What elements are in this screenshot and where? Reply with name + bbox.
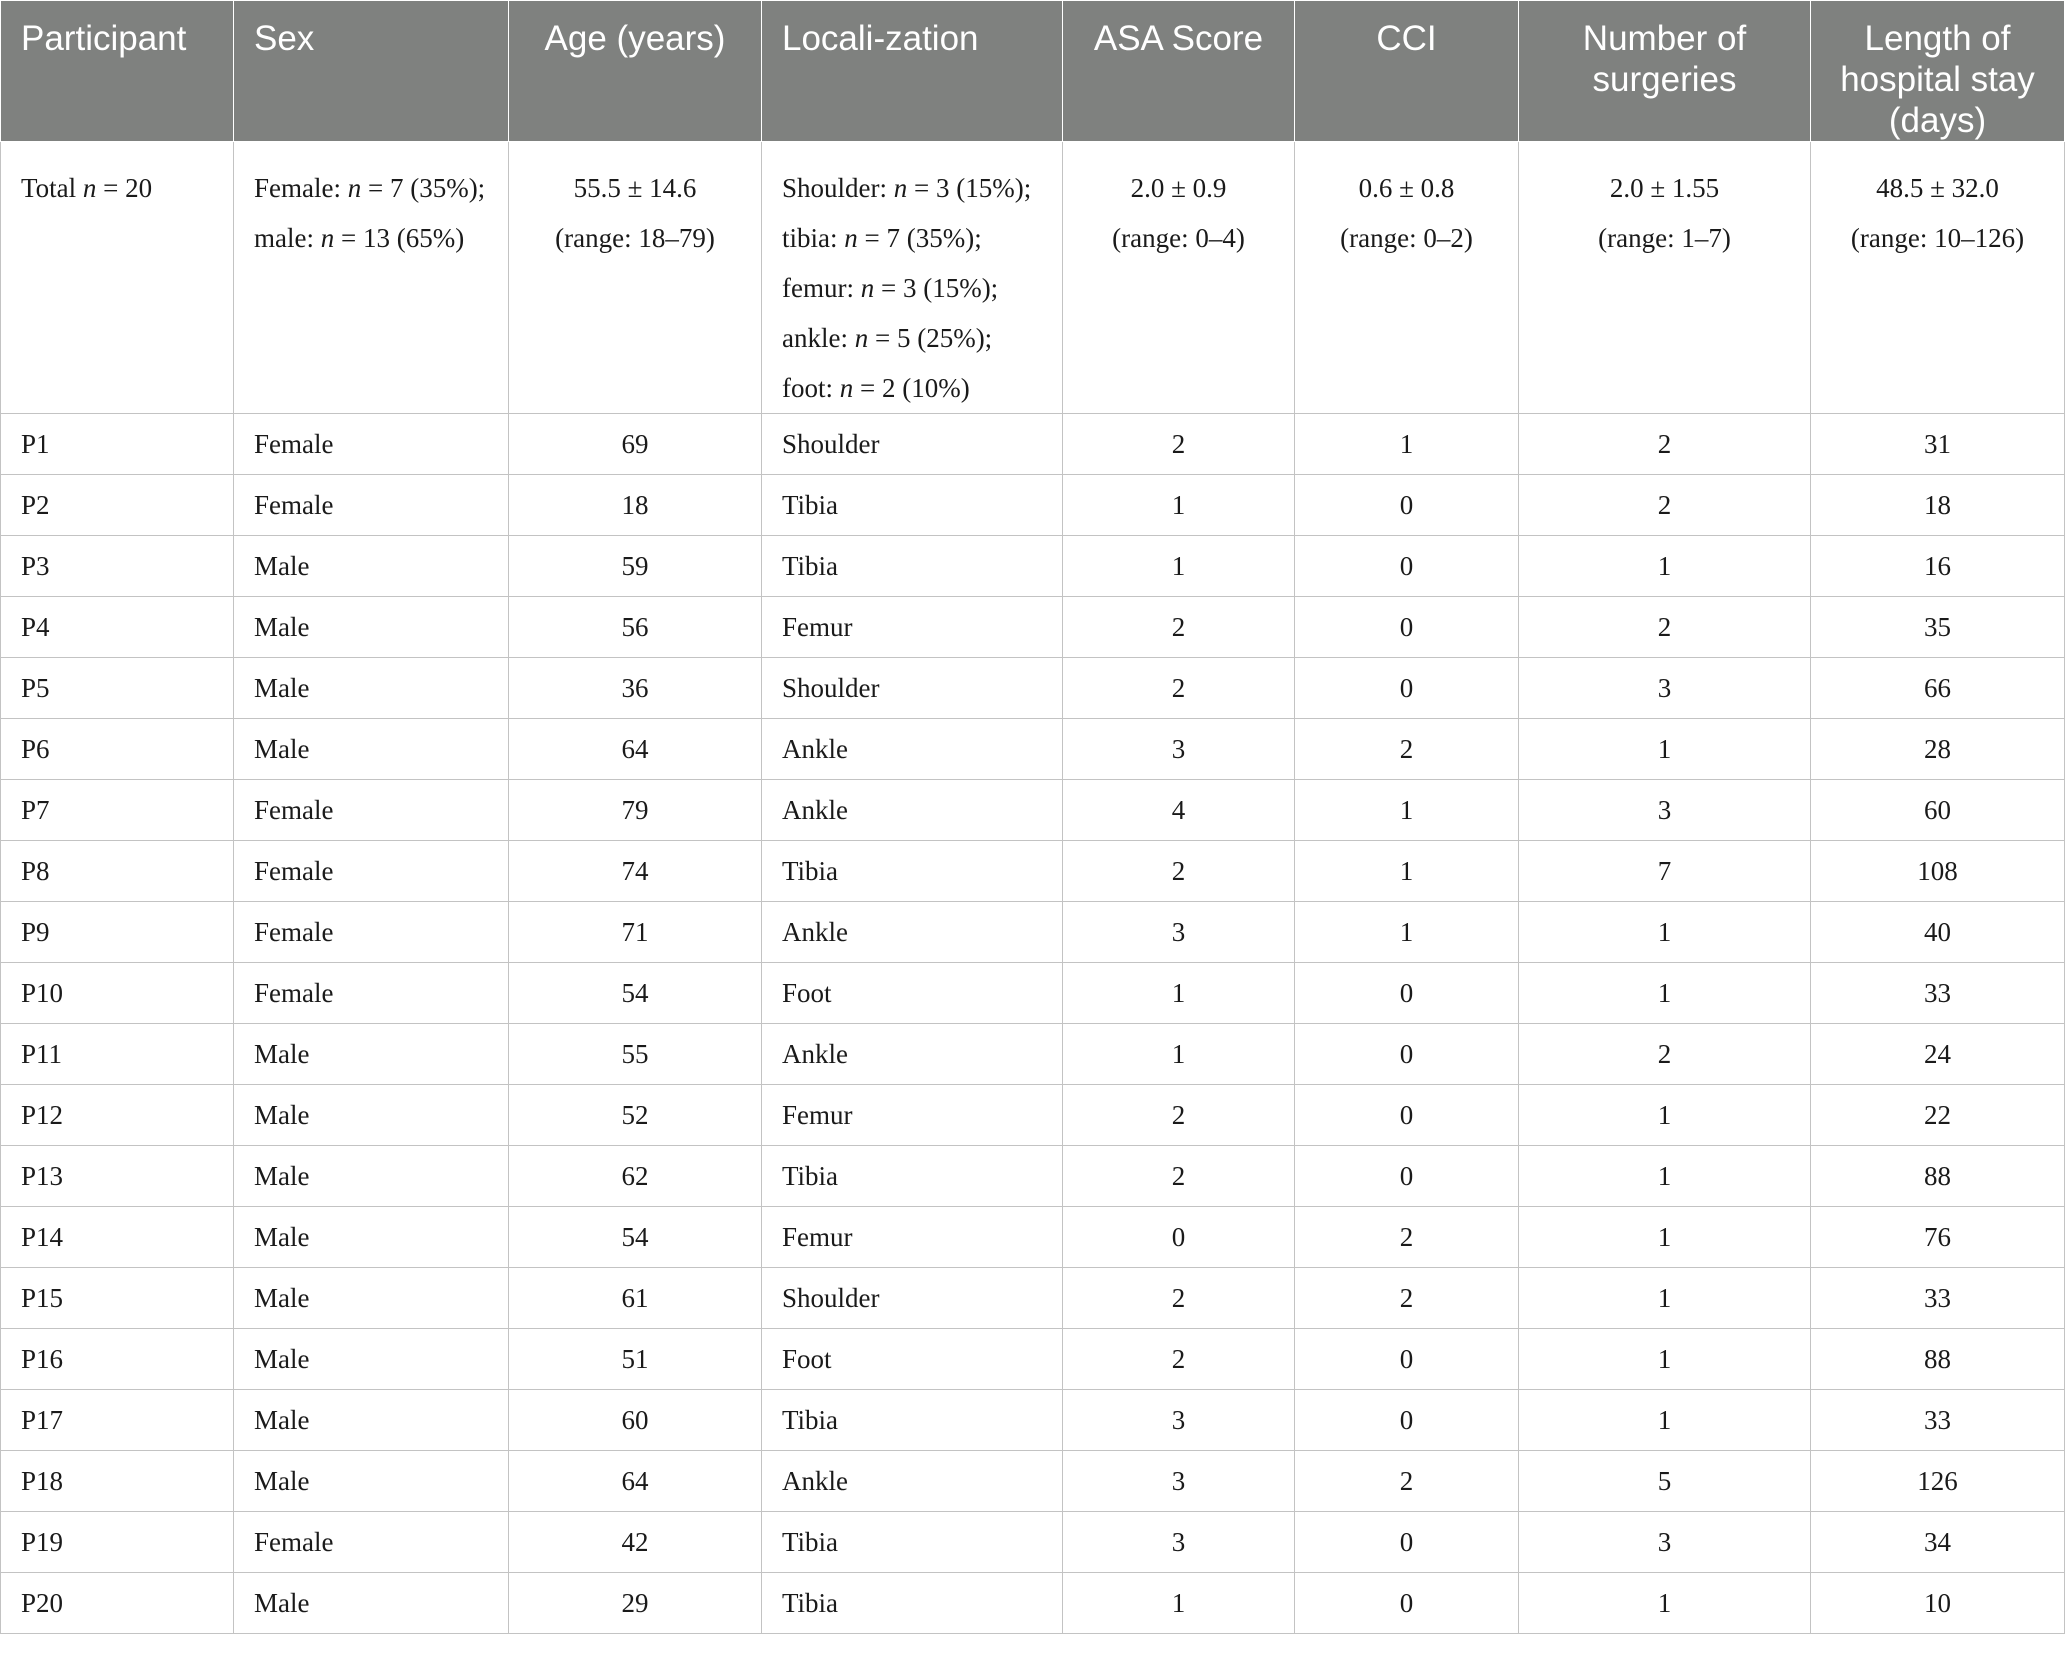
cell-stay: 76 xyxy=(1811,1207,2065,1268)
table-row xyxy=(1,963,2065,1024)
cell-surgeries: 1 xyxy=(1519,536,1811,597)
cell-age: 36 xyxy=(509,658,762,719)
cell-sex: Male xyxy=(234,1085,509,1146)
cell-surgeries: 3 xyxy=(1519,1512,1811,1573)
table-header xyxy=(1,1,2065,142)
table-row xyxy=(1,780,2065,841)
cell-surgeries: 1 xyxy=(1519,1085,1811,1146)
summary-cell-sex xyxy=(234,142,509,414)
cell-age: 55 xyxy=(509,1024,762,1085)
cell-participant: P4 xyxy=(1,597,234,658)
summary-line: 2.0 ± 1.55 xyxy=(1609,173,1720,203)
summary-line: Female: n = 7 (35%); xyxy=(254,173,486,203)
table-row xyxy=(1,1146,2065,1207)
cell-stay: 10 xyxy=(1811,1573,2065,1634)
cell-stay: 88 xyxy=(1811,1329,2065,1390)
table-body xyxy=(1,142,2065,1634)
cell-age: 60 xyxy=(509,1390,762,1451)
cell-stay: 31 xyxy=(1811,414,2065,475)
cell-participant: P20 xyxy=(1,1573,234,1634)
summary-line: foot: n = 2 (10%) xyxy=(782,373,970,403)
summary-cell-age xyxy=(509,142,762,414)
summary-cell-participant xyxy=(1,142,234,414)
table-row xyxy=(1,1268,2065,1329)
cell-localization: Ankle xyxy=(762,1451,1063,1512)
cell-cci: 0 xyxy=(1295,658,1519,719)
summary-line: (range: 0–4) xyxy=(1112,223,1245,253)
cell-age: 64 xyxy=(509,719,762,780)
cell-surgeries: 1 xyxy=(1519,1573,1811,1634)
summary-cell-cci xyxy=(1295,142,1519,414)
cell-age: 59 xyxy=(509,536,762,597)
cell-age: 18 xyxy=(509,475,762,536)
cell-age: 42 xyxy=(509,1512,762,1573)
cell-cci: 0 xyxy=(1295,1146,1519,1207)
cell-localization: Ankle xyxy=(762,1024,1063,1085)
summary-line: (range: 1–7) xyxy=(1598,223,1731,253)
cell-sex: Male xyxy=(234,1146,509,1207)
cell-localization: Ankle xyxy=(762,902,1063,963)
table-row xyxy=(1,1085,2065,1146)
cell-asa: 2 xyxy=(1063,1146,1295,1207)
cell-participant: P1 xyxy=(1,414,234,475)
summary-line: 2.0 ± 0.9 xyxy=(1130,173,1227,203)
cell-cci: 2 xyxy=(1295,1268,1519,1329)
cell-cci: 2 xyxy=(1295,1451,1519,1512)
cell-stay: 28 xyxy=(1811,719,2065,780)
summary-line: 48.5 ± 32.0 xyxy=(1876,173,1999,203)
summary-cell-localization xyxy=(762,142,1063,414)
cell-stay: 33 xyxy=(1811,1390,2065,1451)
summary-line: Total n = 20 xyxy=(21,173,153,203)
cell-sex: Male xyxy=(234,1573,509,1634)
cell-stay: 33 xyxy=(1811,963,2065,1024)
cell-participant: P16 xyxy=(1,1329,234,1390)
cell-asa: 1 xyxy=(1063,1024,1295,1085)
cell-sex: Female xyxy=(234,963,509,1024)
cell-stay: 66 xyxy=(1811,658,2065,719)
table-row xyxy=(1,1329,2065,1390)
cell-sex: Male xyxy=(234,719,509,780)
cell-participant: P5 xyxy=(1,658,234,719)
cell-surgeries: 7 xyxy=(1519,841,1811,902)
cell-age: 64 xyxy=(509,1451,762,1512)
cell-localization: Ankle xyxy=(762,780,1063,841)
cell-surgeries: 1 xyxy=(1519,1329,1811,1390)
cell-stay: 108 xyxy=(1811,841,2065,902)
cell-participant: P17 xyxy=(1,1390,234,1451)
summary-cell-surgeries xyxy=(1519,142,1811,414)
cell-asa: 3 xyxy=(1063,1390,1295,1451)
summary-cell-asa xyxy=(1063,142,1295,414)
cell-cci: 2 xyxy=(1295,1207,1519,1268)
cell-cci: 0 xyxy=(1295,1512,1519,1573)
table-row xyxy=(1,536,2065,597)
cell-participant: P9 xyxy=(1,902,234,963)
cell-surgeries: 3 xyxy=(1519,658,1811,719)
cell-localization: Shoulder xyxy=(762,658,1063,719)
summary-line: tibia: n = 7 (35%); xyxy=(782,223,982,253)
column-header-sex: Sex xyxy=(234,1,509,142)
cell-participant: P11 xyxy=(1,1024,234,1085)
column-header-participant: Participant xyxy=(1,1,234,142)
cell-asa: 1 xyxy=(1063,536,1295,597)
cell-asa: 2 xyxy=(1063,1085,1295,1146)
cell-cci: 1 xyxy=(1295,780,1519,841)
cell-surgeries: 2 xyxy=(1519,475,1811,536)
cell-stay: 88 xyxy=(1811,1146,2065,1207)
cell-sex: Female xyxy=(234,902,509,963)
cell-age: 52 xyxy=(509,1085,762,1146)
cell-surgeries: 1 xyxy=(1519,963,1811,1024)
cell-cci: 0 xyxy=(1295,963,1519,1024)
cell-participant: P6 xyxy=(1,719,234,780)
cell-asa: 2 xyxy=(1063,658,1295,719)
header-row xyxy=(1,1,2065,142)
cell-sex: Female xyxy=(234,780,509,841)
summary-line: femur: n = 3 (15%); xyxy=(782,273,999,303)
cell-participant: P7 xyxy=(1,780,234,841)
cell-localization: Shoulder xyxy=(762,414,1063,475)
cell-stay: 24 xyxy=(1811,1024,2065,1085)
cell-asa: 1 xyxy=(1063,475,1295,536)
cell-localization: Tibia xyxy=(762,475,1063,536)
cell-surgeries: 1 xyxy=(1519,1146,1811,1207)
cell-participant: P15 xyxy=(1,1268,234,1329)
cell-localization: Ankle xyxy=(762,719,1063,780)
table-row xyxy=(1,597,2065,658)
table-row xyxy=(1,658,2065,719)
cell-stay: 40 xyxy=(1811,902,2065,963)
cell-cci: 0 xyxy=(1295,1329,1519,1390)
table-row xyxy=(1,1207,2065,1268)
cell-stay: 33 xyxy=(1811,1268,2065,1329)
cell-localization: Tibia xyxy=(762,841,1063,902)
cell-cci: 1 xyxy=(1295,414,1519,475)
cell-age: 51 xyxy=(509,1329,762,1390)
cell-asa: 2 xyxy=(1063,1329,1295,1390)
cell-asa: 3 xyxy=(1063,902,1295,963)
cell-surgeries: 2 xyxy=(1519,597,1811,658)
cell-surgeries: 1 xyxy=(1519,1268,1811,1329)
cell-sex: Male xyxy=(234,1024,509,1085)
cell-localization: Tibia xyxy=(762,1512,1063,1573)
summary-line: 55.5 ± 14.6 xyxy=(573,173,697,203)
table-row xyxy=(1,1024,2065,1085)
cell-participant: P18 xyxy=(1,1451,234,1512)
cell-localization: Femur xyxy=(762,597,1063,658)
cell-localization: Tibia xyxy=(762,1146,1063,1207)
cell-age: 69 xyxy=(509,414,762,475)
cell-age: 62 xyxy=(509,1146,762,1207)
cell-sex: Male xyxy=(234,1329,509,1390)
cell-asa: 3 xyxy=(1063,1512,1295,1573)
cell-participant: P14 xyxy=(1,1207,234,1268)
table-row xyxy=(1,414,2065,475)
column-header-surgeries: Number of surgeries xyxy=(1519,1,1811,142)
cell-asa: 3 xyxy=(1063,719,1295,780)
cell-age: 29 xyxy=(509,1573,762,1634)
cell-localization: Foot xyxy=(762,1329,1063,1390)
table-row xyxy=(1,1451,2065,1512)
cell-asa: 0 xyxy=(1063,1207,1295,1268)
table-row xyxy=(1,902,2065,963)
cell-stay: 126 xyxy=(1811,1451,2065,1512)
summary-line: ankle: n = 5 (25%); xyxy=(782,323,993,353)
cell-localization: Femur xyxy=(762,1085,1063,1146)
cell-stay: 16 xyxy=(1811,536,2065,597)
cell-cci: 0 xyxy=(1295,597,1519,658)
column-header-localization: Locali-zation xyxy=(762,1,1063,142)
cell-localization: Tibia xyxy=(762,1573,1063,1634)
cell-localization: Femur xyxy=(762,1207,1063,1268)
table-row xyxy=(1,841,2065,902)
cell-age: 56 xyxy=(509,597,762,658)
table-row xyxy=(1,719,2065,780)
table-row xyxy=(1,1573,2065,1634)
cell-localization: Tibia xyxy=(762,536,1063,597)
cell-stay: 60 xyxy=(1811,780,2065,841)
cell-stay: 35 xyxy=(1811,597,2065,658)
cell-cci: 0 xyxy=(1295,1085,1519,1146)
table-row xyxy=(1,1390,2065,1451)
cell-participant: P19 xyxy=(1,1512,234,1573)
cell-participant: P2 xyxy=(1,475,234,536)
summary-line: (range: 0–2) xyxy=(1340,223,1473,253)
column-header-cci: CCI xyxy=(1295,1,1519,142)
cell-age: 79 xyxy=(509,780,762,841)
cell-cci: 0 xyxy=(1295,1573,1519,1634)
cell-localization: Shoulder xyxy=(762,1268,1063,1329)
summary-cell-stay xyxy=(1811,142,2065,414)
cell-asa: 4 xyxy=(1063,780,1295,841)
cell-asa: 2 xyxy=(1063,414,1295,475)
column-header-stay: Length of hospital stay (days) xyxy=(1811,1,2065,142)
cell-surgeries: 5 xyxy=(1519,1451,1811,1512)
cell-localization: Tibia xyxy=(762,1390,1063,1451)
cell-surgeries: 2 xyxy=(1519,1024,1811,1085)
cell-asa: 3 xyxy=(1063,1451,1295,1512)
cell-sex: Male xyxy=(234,1207,509,1268)
summary-row xyxy=(1,142,2065,414)
cell-surgeries: 3 xyxy=(1519,780,1811,841)
cell-asa: 1 xyxy=(1063,1573,1295,1634)
cell-sex: Male xyxy=(234,597,509,658)
cell-participant: P3 xyxy=(1,536,234,597)
cell-asa: 1 xyxy=(1063,963,1295,1024)
cell-cci: 1 xyxy=(1295,841,1519,902)
cell-age: 71 xyxy=(509,902,762,963)
cell-localization: Foot xyxy=(762,963,1063,1024)
cell-participant: P8 xyxy=(1,841,234,902)
summary-line: male: n = 13 (65%) xyxy=(254,223,465,253)
cell-age: 74 xyxy=(509,841,762,902)
table-row xyxy=(1,475,2065,536)
column-header-asa: ASA Score xyxy=(1063,1,1295,142)
cell-cci: 0 xyxy=(1295,475,1519,536)
cell-cci: 0 xyxy=(1295,536,1519,597)
cell-stay: 18 xyxy=(1811,475,2065,536)
cell-surgeries: 2 xyxy=(1519,414,1811,475)
cell-sex: Female xyxy=(234,841,509,902)
cell-sex: Female xyxy=(234,1512,509,1573)
cell-age: 61 xyxy=(509,1268,762,1329)
cell-stay: 34 xyxy=(1811,1512,2065,1573)
cell-sex: Male xyxy=(234,1451,509,1512)
cell-participant: P13 xyxy=(1,1146,234,1207)
summary-line: (range: 18–79) xyxy=(555,223,715,253)
summary-line: 0.6 ± 0.8 xyxy=(1358,173,1455,203)
cell-sex: Male xyxy=(234,658,509,719)
summary-line: (range: 10–126) xyxy=(1850,223,2025,253)
cell-surgeries: 1 xyxy=(1519,1390,1811,1451)
cell-asa: 2 xyxy=(1063,597,1295,658)
cell-participant: P12 xyxy=(1,1085,234,1146)
cell-sex: Female xyxy=(234,475,509,536)
cell-participant: P10 xyxy=(1,963,234,1024)
cell-surgeries: 1 xyxy=(1519,902,1811,963)
cell-asa: 2 xyxy=(1063,1268,1295,1329)
cell-sex: Male xyxy=(234,1390,509,1451)
cell-asa: 2 xyxy=(1063,841,1295,902)
cell-sex: Male xyxy=(234,1268,509,1329)
table-row xyxy=(1,1512,2065,1573)
cell-age: 54 xyxy=(509,1207,762,1268)
cell-age: 54 xyxy=(509,963,762,1024)
cell-stay: 22 xyxy=(1811,1085,2065,1146)
cell-cci: 0 xyxy=(1295,1390,1519,1451)
cell-cci: 2 xyxy=(1295,719,1519,780)
summary-line: Shoulder: n = 3 (15%); xyxy=(782,173,1032,203)
column-header-age: Age (years) xyxy=(509,1,762,142)
cell-surgeries: 1 xyxy=(1519,1207,1811,1268)
cell-surgeries: 1 xyxy=(1519,719,1811,780)
cell-sex: Male xyxy=(234,536,509,597)
cell-cci: 0 xyxy=(1295,1024,1519,1085)
cell-sex: Female xyxy=(234,414,509,475)
cell-cci: 1 xyxy=(1295,902,1519,963)
